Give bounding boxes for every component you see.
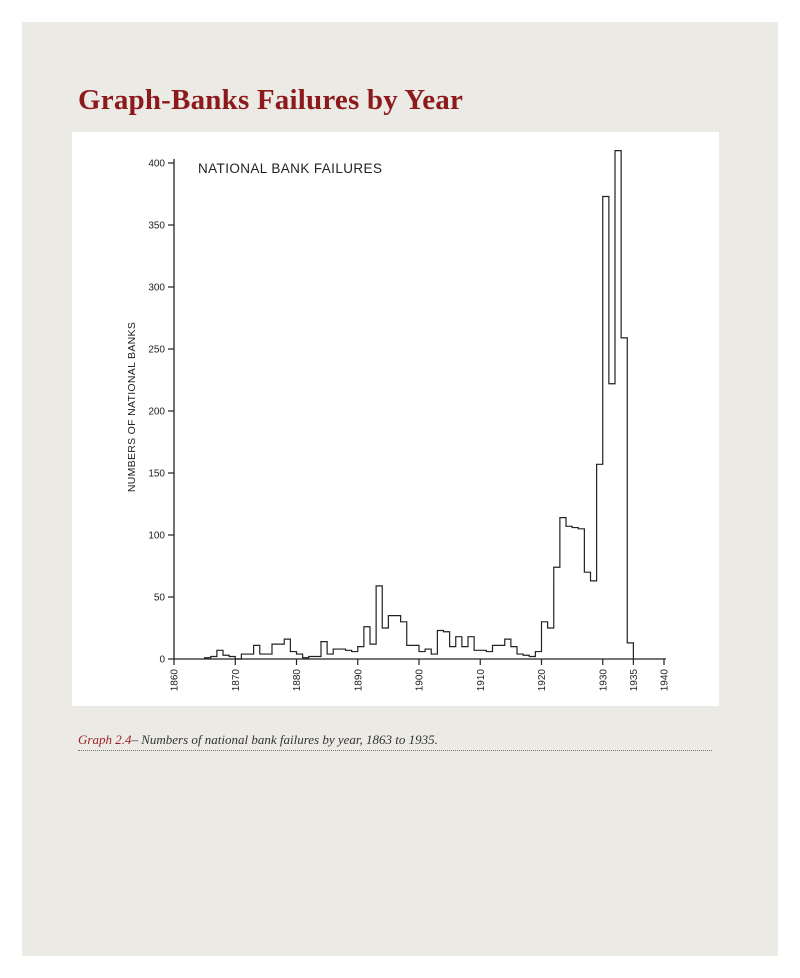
- series-layer: [205, 151, 634, 659]
- x-tick-label: 1900: [414, 669, 426, 692]
- y-tick-label: 150: [148, 468, 165, 480]
- caption-label: Graph 2.4: [78, 732, 132, 747]
- page-title: Graph-Banks Failures by Year: [78, 84, 464, 116]
- y-tick-label: 350: [148, 220, 165, 232]
- x-tick-label: 1890: [353, 669, 365, 692]
- chart-title: NATIONAL BANK FAILURES: [198, 161, 383, 176]
- axes-layer: [174, 159, 666, 659]
- caption-text: Numbers of national bank failures by year, 1863 to 1935.: [141, 732, 438, 747]
- x-tick-label: 1930: [598, 669, 610, 692]
- caption-separator: –: [131, 732, 142, 747]
- y-tick-label: 250: [148, 344, 165, 356]
- x-tick-label: 1860: [169, 669, 181, 692]
- y-tick-label: 100: [148, 530, 165, 542]
- y-axis-label: NUMBERS OF NATIONAL BANKS: [126, 321, 138, 493]
- y-tick-label: 300: [148, 282, 165, 294]
- figure-caption: [78, 732, 712, 748]
- caption-divider: [78, 750, 712, 751]
- x-tick-label: 1935: [628, 669, 640, 692]
- failures-series-line: [205, 151, 634, 659]
- bank-failures-chart: [72, 132, 719, 706]
- x-tick-label: 1870: [230, 669, 242, 692]
- x-tick-label: 1940: [659, 669, 671, 692]
- y-tick-label: 400: [148, 158, 165, 170]
- y-tick-label: 50: [153, 592, 165, 604]
- figure-frame: [72, 132, 719, 706]
- y-tick-label: 200: [148, 406, 165, 418]
- x-tick-label: 1920: [537, 669, 548, 692]
- x-tick-label: 1880: [292, 669, 303, 692]
- x-tick-label: 1910: [475, 669, 487, 692]
- ticks-layer: [148, 159, 670, 692]
- y-tick-label: 0: [159, 654, 165, 666]
